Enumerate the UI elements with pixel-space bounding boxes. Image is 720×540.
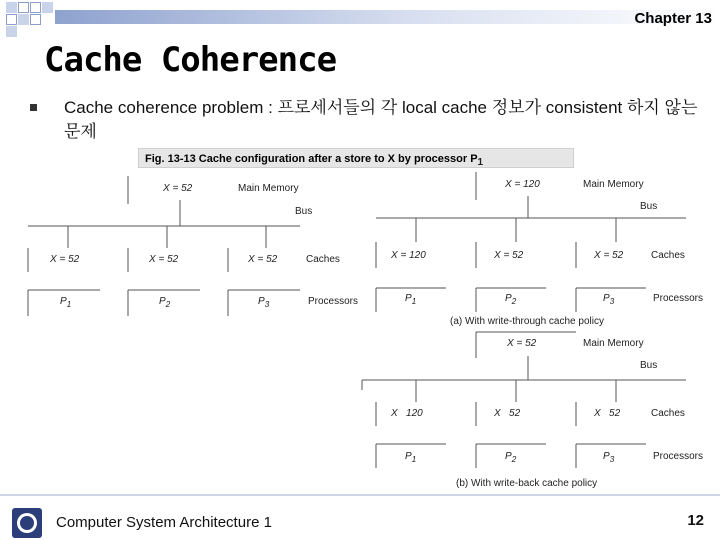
figure-caption: Fig. 13-13 Cache configuration after a store to X by processor $P_1$ [138, 148, 574, 168]
left-memory-value: X = 52 [163, 183, 193, 194]
b-processor-2: $P_2$ [505, 451, 517, 464]
b-cache-1: X 120 [391, 408, 423, 419]
university-logo-icon [12, 508, 42, 538]
a-figure-caption: (a) With write-through cache policy [450, 316, 604, 327]
b-processors-label: Processors [653, 451, 704, 462]
a-cache-2: X = 52 [494, 250, 524, 261]
a-bus-label: Bus [640, 201, 658, 212]
bullet-text: Cache coherence problem : 프로세서들의 각 local cache 정보가 consistent 하지 않는 문제 [64, 98, 698, 141]
left-processor-2: $P_2$ [159, 296, 171, 309]
left-main-memory-label: Main Memory [238, 183, 299, 194]
footer-course-title: Computer System Architecture 1 [56, 514, 272, 531]
page-number: 12 [687, 512, 704, 529]
left-cache-2: X = 52 [149, 254, 179, 265]
b-bus-label: Bus [640, 360, 658, 371]
b-processor-3: $P_3$ [603, 451, 615, 464]
b-figure-caption: (b) With write-back cache policy [456, 478, 598, 489]
b-main-memory-label: Main Memory [583, 338, 644, 349]
slide-title: Cache Coherence [44, 40, 337, 80]
a-cache-1: X = 120 [391, 250, 426, 261]
a-processor-2: $P_2$ [505, 293, 517, 306]
left-cache-1: X = 52 [50, 254, 80, 265]
left-processor-3: $P_3$ [258, 296, 270, 309]
chapter-label: Chapter 13 [634, 10, 712, 27]
b-memory-value: X = 52 [507, 338, 537, 349]
a-memory-value: X = 120 [505, 179, 540, 190]
b-cache-3: X 52 [594, 408, 621, 419]
b-caches-label: Caches [651, 408, 685, 419]
b-cache-2: X 52 [494, 408, 521, 419]
a-caches-label: Caches [651, 250, 685, 261]
left-caches-label: Caches [306, 254, 340, 265]
left-cache-3: X = 52 [248, 254, 278, 265]
left-processor-1: $P_1$ [60, 296, 72, 309]
left-processors-label: Processors [308, 296, 359, 307]
a-processor-1: $P_1$ [405, 293, 417, 306]
left-bus-label: Bus [295, 206, 313, 217]
a-main-memory-label: Main Memory [583, 179, 644, 190]
b-processor-1: $P_1$ [405, 451, 417, 464]
a-processors-label: Processors [653, 293, 704, 304]
a-cache-3: X = 52 [594, 250, 624, 261]
a-processor-3: $P_3$ [603, 293, 615, 306]
